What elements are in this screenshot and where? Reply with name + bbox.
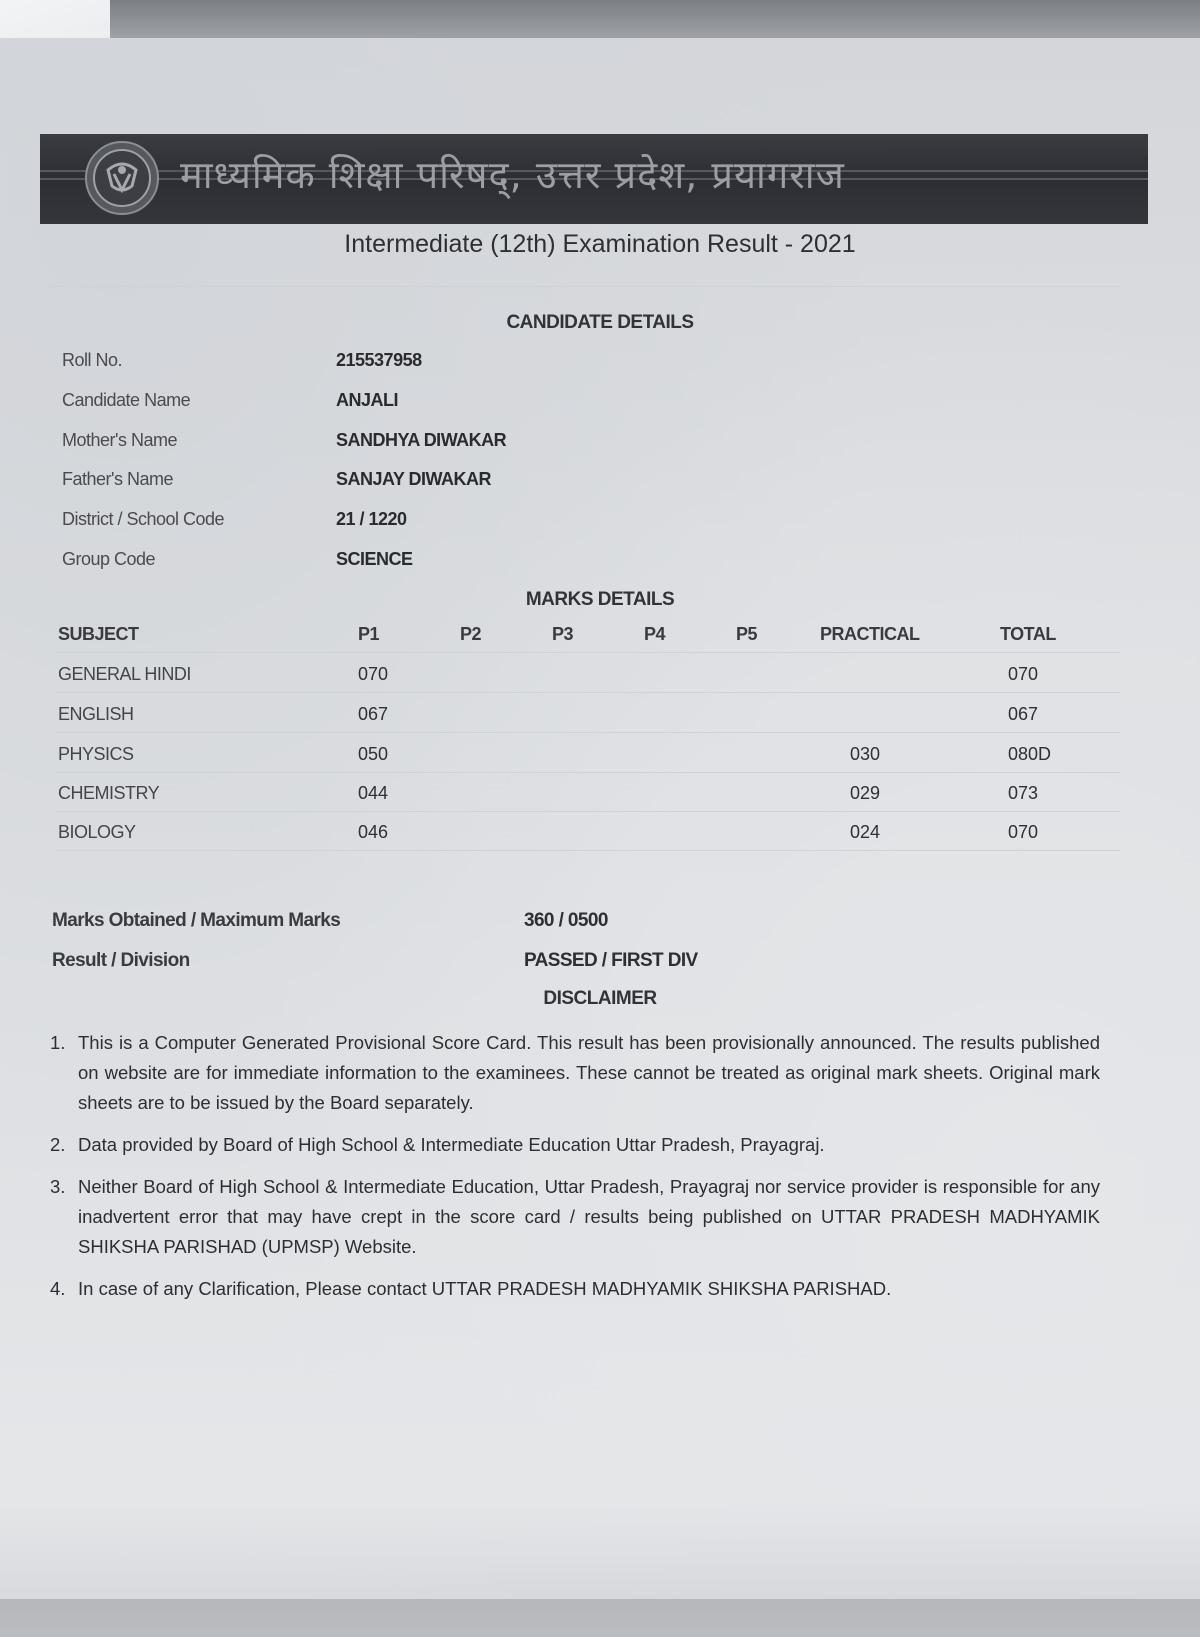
disclaimer-index: 4. [50,1278,66,1299]
marks-table-header [58,624,1098,654]
col-p5: P5 [736,624,758,644]
photo-shadow [0,1498,1200,1637]
mother-value: SANDHYA DIWAKAR [336,430,507,450]
disclaimer-item [50,1274,1100,1304]
divider [56,850,1120,851]
disclaimer-index: 2. [50,1134,66,1155]
col-p2: P2 [460,624,482,644]
subject-cell: PHYSICS [58,744,134,764]
name-label: Candidate Name [62,390,191,410]
marks-obtained-label: Marks Obtained / Maximum Marks [52,910,341,931]
district-label: District / School Code [62,509,225,529]
table-row [58,664,1098,694]
disclaimer-item [50,1130,1100,1160]
board-name: माध्यमिक शिक्षा परिषद्, उत्तर प्रदेश, प्रयागराज [180,153,845,197]
mother-label: Mother's Name [62,430,177,450]
col-p1: P1 [358,624,380,644]
table-row [58,744,1098,774]
roll-label: Roll No. [62,350,123,370]
result-value: PASSED / FIRST DIV [524,950,698,971]
col-practical: PRACTICAL [820,624,920,644]
practical-cell: 024 [850,822,881,842]
total-cell: 080D [1008,744,1052,764]
p1-cell: 067 [358,704,389,724]
total-cell: 073 [1008,783,1039,803]
roll-value: 215537958 [336,350,422,370]
disclaimer-index: 3. [50,1176,66,1197]
group-label: Group Code [62,549,156,569]
subject-cell: BIOLOGY [58,822,136,842]
header-banner [40,134,1148,224]
marks-obtained-value: 360 / 0500 [524,910,608,931]
p1-cell: 070 [358,664,389,684]
total-cell: 067 [1008,704,1039,724]
subject-cell: CHEMISTRY [58,783,160,803]
disclaimer-item [50,1172,1100,1262]
table-row [58,704,1098,734]
divider [56,772,1120,773]
divider [56,732,1120,733]
name-value: ANJALI [336,390,399,410]
table-row [58,822,1098,852]
disclaimer-text: Neither Board of High School & Intermediate Education, Uttar Pradesh, Prayagraj nor service provider is responsible for any inadvertent error that may have crept in the score card / results being published on UTTAR PRADESH MADHYAMIK SHIKSHA PARISHAD (UPMSP) Website. [78,1176,1100,1257]
disclaimer-index: 1. [50,1032,66,1053]
p1-cell: 044 [358,783,389,803]
col-p4: P4 [644,624,666,644]
marks-section-title: MARKS DETAILS [525,589,675,610]
district-value: 21 / 1220 [336,509,407,529]
divider [56,692,1120,693]
total-cell: 070 [1008,664,1039,684]
upmsp-emblem-icon [84,140,160,216]
practical-cell: 030 [850,744,881,764]
divider [56,811,1120,812]
subject-cell: GENERAL HINDI [58,664,191,684]
disclaimer-text: Data provided by Board of High School & Intermediate Education Uttar Pradesh, Prayagraj. [78,1134,825,1155]
table-row [58,783,1098,813]
divider [50,286,1120,287]
col-subject: SUBJECT [58,624,139,644]
candidate-section-title: CANDIDATE DETAILS [506,312,694,333]
disclaimer-text: This is a Computer Generated Provisional Score Card. This result has been provisionally announced. The results published on website are for immediate information to the examinees. These cannot be treated as original mark sheets. Original mark sheets are to be issued by the Board separately. [78,1032,1100,1113]
p1-cell: 046 [358,822,389,842]
father-label: Father's Name [62,469,173,489]
col-p3: P3 [552,624,574,644]
result-label: Result / Division [52,950,190,971]
exam-title: Intermediate (12th) Examination Result - 2021 [344,230,856,258]
practical-cell: 029 [850,783,881,803]
disclaimer-item [50,1028,1100,1118]
result-sheet [0,38,1200,1599]
disclaimer-title: DISCLAIMER [543,988,657,1009]
disclaimer-text: In case of any Clarification, Please contact UTTAR PRADESH MADHYAMIK SHIKSHA PARISHAD. [78,1278,892,1299]
father-value: SANJAY DIWAKAR [336,469,492,489]
divider [56,652,1120,653]
total-cell: 070 [1008,822,1039,842]
disclaimer-list [50,1028,1100,1316]
subject-cell: ENGLISH [58,704,134,724]
group-value: SCIENCE [336,549,413,569]
col-total: TOTAL [1000,624,1056,644]
p1-cell: 050 [358,744,389,764]
